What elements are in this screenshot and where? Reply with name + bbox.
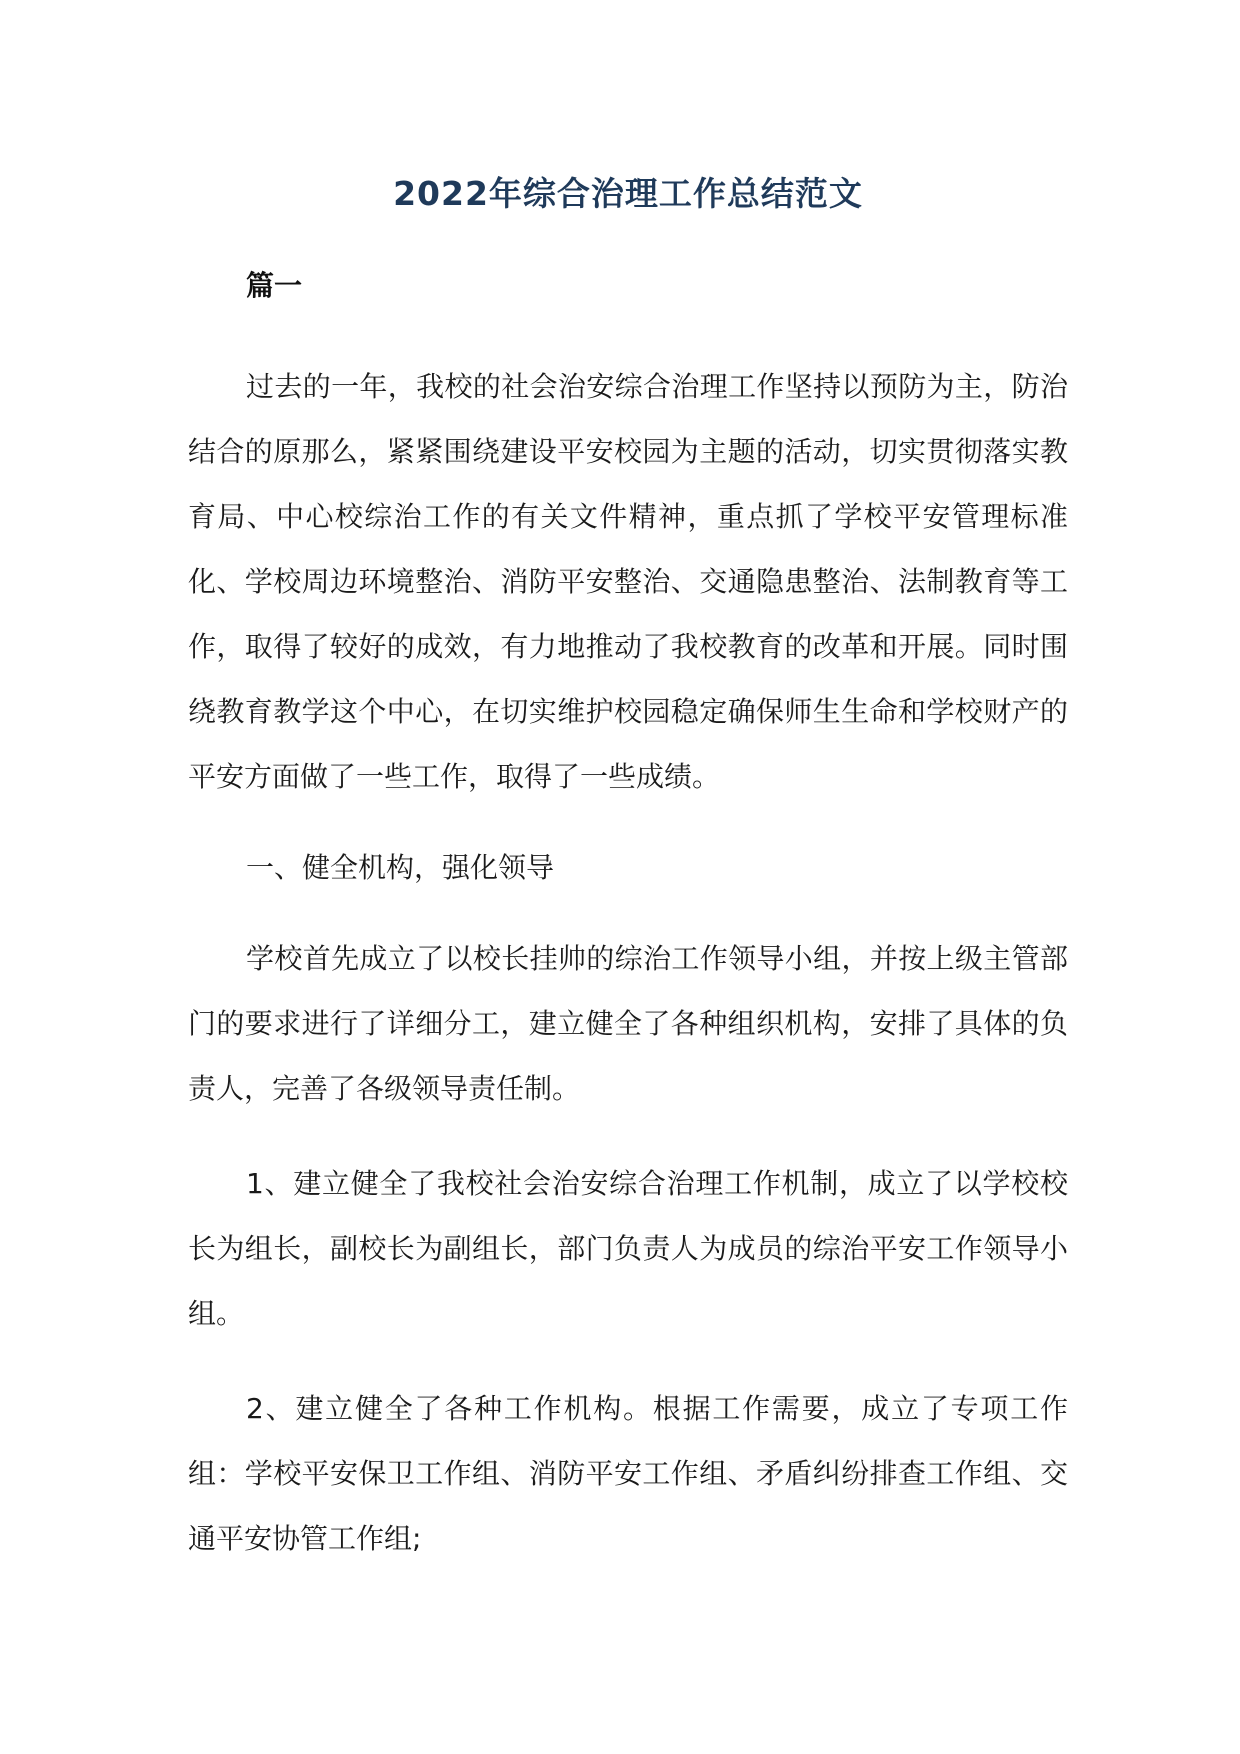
section-heading: 篇一 [246,269,303,302]
document-body [188,170,1068,1571]
document-title: 2022年综合治理工作总结范文 [393,174,863,213]
subheading-organization: 一、健全机构，强化领导 [246,851,555,884]
paragraph-item-1: 1、建立健全了我校社会治安综合治理工作机制，成立了以学校校长为组长，副校长为副组长，部门负责人为成员的综治平安工作领导小组。 [188,1167,1068,1330]
paragraph-leadership: 学校首先成立了以校长挂帅的综治工作领导小组，并按上级主管部门的要求进行了详细分工，建立健全了各种组织机构，安排了具体的负责人，完善了各级领导责任制。 [188,942,1068,1105]
paragraph-item-2: 2、建立健全了各种工作机构。根据工作需要，成立了专项工作组：学校平安保卫工作组、消防平安工作组、矛盾纠纷排查工作组、交通平安协管工作组; [188,1392,1068,1555]
paragraph-intro: 过去的一年，我校的社会治安综合治理工作坚持以预防为主，防治结合的原那么，紧紧围绕建设平安校园为主题的活动，切实贯彻落实教育局、中心校综治工作的有关文件精神，重点抓了学校平安管理标准化、学校周边环境整治、消防平安整治、交通隐患整治、法制教育等工作，取得了较好的成效，有力地推动了我校教育的改革和开展。同时围绕教育教学这个中心，在切实维护校园稳定确保师生生命和学校财产的平安方面做了一些工作，取得了一些成绩。 [188,370,1068,793]
